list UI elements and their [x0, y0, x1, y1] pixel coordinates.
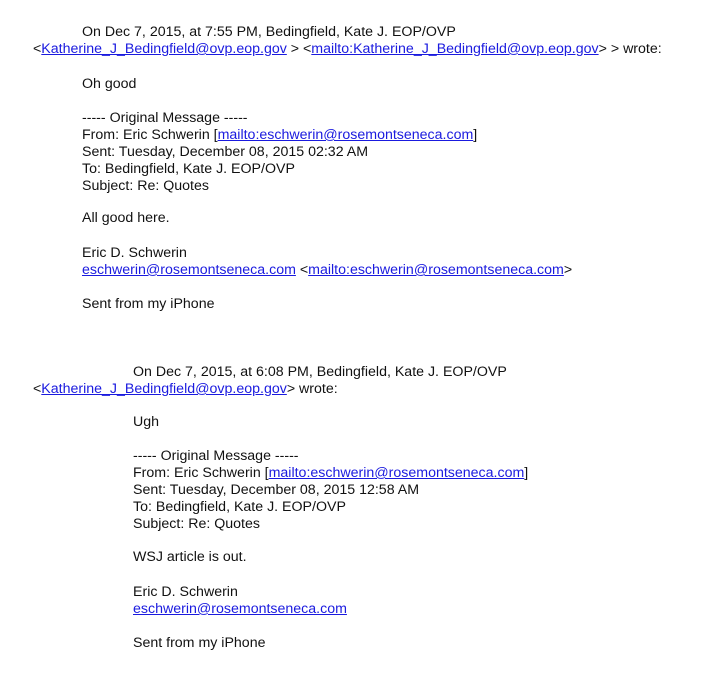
thread2-reply-text: Ugh [133, 414, 160, 430]
thread2-sent-line: Sent: Tuesday, December 08, 2015 12:58 AM [133, 482, 420, 498]
thread2-signature-email-line [133, 601, 347, 618]
thread1-original-message-heading: ----- Original Message ----- [82, 110, 248, 126]
thread2-message-text: WSJ article is out. [133, 549, 247, 565]
thread2-signature-email-link[interactable]: eschwerin@rosemontseneca.com [133, 601, 347, 617]
thread2-signature-name: Eric D. Schwerin [133, 584, 238, 600]
thread2-header-line: On Dec 7, 2015, at 6:08 PM, Bedingfield, Kate J. EOP/OVP [133, 364, 507, 380]
thread1-sender-mailto-link[interactable]: mailto:Katherine_J_Bedingfield@ovp.eop.gov [311, 41, 599, 57]
thread1-from-mailto-link[interactable]: mailto:eschwerin@rosemontseneca.com [217, 127, 474, 143]
thread1-signature-mailto-link[interactable]: mailto:eschwerin@rosemontseneca.com [308, 262, 564, 278]
thread1-sent-from: Sent from my iPhone [82, 296, 215, 312]
thread2-header-addresses: <Katherine_J_Bedingfield@ovp.eop.gov> wrote: [33, 381, 338, 397]
thread2-from-mailto-link[interactable]: mailto:eschwerin@rosemontseneca.com [268, 465, 525, 481]
thread1-sent-line: Sent: Tuesday, December 08, 2015 02:32 AM [82, 144, 369, 160]
thread2-subject-line: Subject: Re: Quotes [133, 516, 260, 532]
thread1-subject-line: Subject: Re: Quotes [82, 178, 209, 194]
thread2-sender-email-link[interactable]: Katherine_J_Bedingfield@ovp.eop.gov [41, 381, 287, 397]
thread2-sent-from: Sent from my iPhone [133, 635, 266, 651]
thread1-signature-email-link[interactable]: eschwerin@rosemontseneca.com [82, 262, 296, 278]
thread1-reply-text: Oh good [82, 76, 137, 92]
thread1-to-line: To: Bedingfield, Kate J. EOP/OVP [82, 161, 295, 177]
thread1-header-addresses: <Katherine_J_Bedingfield@ovp.eop.gov > <mailto:Katherine_J_Bedingfield@ovp.eop.gov> > wrote: [33, 41, 662, 57]
thread1-message-text: All good here. [82, 210, 170, 226]
thread2-original-message-heading: ----- Original Message ----- [133, 448, 299, 464]
thread1-sender-email-link[interactable]: Katherine_J_Bedingfield@ovp.eop.gov [41, 41, 287, 57]
thread1-from-line: From: Eric Schwerin [mailto:eschwerin@rosemontseneca.com] [82, 127, 478, 143]
thread1-signature-email-line: eschwerin@rosemontseneca.com <mailto:eschwerin@rosemontseneca.com> [82, 262, 573, 278]
thread1-header-line: On Dec 7, 2015, at 7:55 PM, Bedingfield, Kate J. EOP/OVP [82, 24, 456, 40]
thread2-to-line: To: Bedingfield, Kate J. EOP/OVP [133, 499, 346, 515]
thread1-signature-name: Eric D. Schwerin [82, 245, 187, 261]
thread2-from-line: From: Eric Schwerin [mailto:eschwerin@rosemontseneca.com] [133, 465, 529, 481]
